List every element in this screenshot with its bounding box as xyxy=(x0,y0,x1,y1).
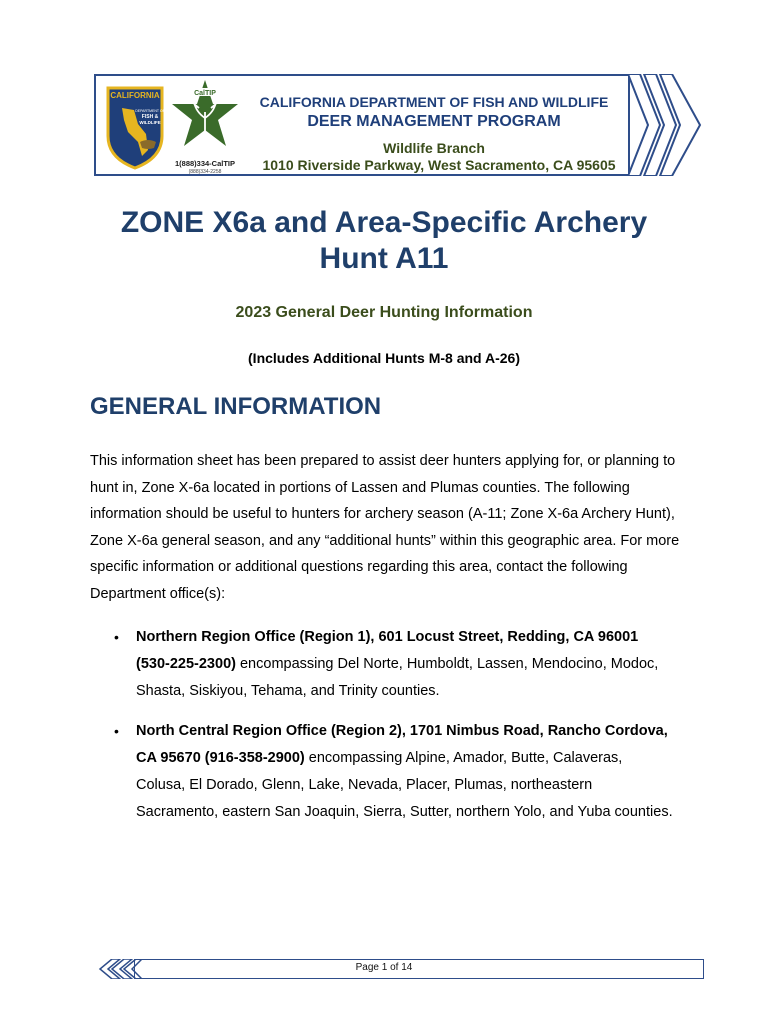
office-item-region-2 xyxy=(114,718,674,825)
seal-text-3: FISH & xyxy=(141,114,159,120)
program-name: DEER MANAGEMENT PROGRAM xyxy=(307,113,561,130)
letterhead xyxy=(94,74,630,176)
caltip-phone-numeric: (888)334-2258 xyxy=(188,169,222,175)
hunts-note: (Includes Additional Hunts M-8 and A-26) xyxy=(248,350,520,366)
page-title: ZONE X6a and Area-Specific Archery Hunt A11 xyxy=(120,206,648,275)
caltip-star-icon xyxy=(168,78,242,160)
caltip-phone: 1(888)334-CalTIP xyxy=(174,159,236,168)
intro-paragraph: This information sheet has been prepared to assist deer hunters applying for, or planning to hunt in, Zone X-6a located in portions of Lassen and Plumas counties. The following information should be useful to hunters for archery season (A-11; Zone X-6a Archery Hunt), Zone X-6a general season, and any “additional hunts” within this geographic area. For more specific information or additional questions regarding this area, contact the following Department office(s): xyxy=(90,453,680,602)
branch-address: 1010 Riverside Parkway, West Sacramento, CA 95605 xyxy=(262,157,616,173)
office-region-2-contact: North Central Region Office (Region 2), 1701 Nimbus Road, Rancho Cordova, CA 95670 (916-358-2900) xyxy=(136,723,668,767)
bullet-icon: • xyxy=(114,723,119,740)
caltip-label: CalTIP xyxy=(194,90,216,97)
section-heading: GENERAL INFORMATION xyxy=(90,393,382,420)
caltip-badge xyxy=(168,78,242,174)
seal-text-4: WILDLIFE xyxy=(139,120,161,125)
page-subtitle: 2023 General Deer Hunting Information xyxy=(235,304,533,321)
office-region-1-contact: Northern Region Office (Region 1), 601 Locust Street, Redding, CA 96001 (530-225-2300) xyxy=(136,629,639,672)
page-number: Page 1 of 14 xyxy=(355,962,413,973)
office-item-region-1 xyxy=(114,624,674,704)
branch-name: Wildlife Branch xyxy=(383,140,485,156)
header-chevron-icon xyxy=(628,74,708,176)
office-region-1-counties: encompassing Del Norte, Humboldt, Lassen, Mendocino, Modoc, Shasta, Siskiyou, Tehama, and Trinity counties. xyxy=(136,655,659,699)
bullet-icon: • xyxy=(114,629,119,645)
cdfw-seal-icon xyxy=(104,84,166,170)
office-list xyxy=(114,624,674,840)
seal-text-2: DEPARTMENT OF xyxy=(135,109,165,113)
seal-text-1: CALIFORNIA xyxy=(110,91,160,100)
department-name: CALIFORNIA DEPARTMENT OF FISH AND WILDLIFE xyxy=(259,94,609,110)
office-region-2-counties: encompassing Alpine, Amador, Butte, Calaveras, Colusa, El Dorado, Glenn, Lake, Nevada, Placer, Plumas, northeastern Sacramento, eastern San Joaquin, Sierra, Sutter, northern Yolo, and Yuba counties. xyxy=(136,750,673,820)
